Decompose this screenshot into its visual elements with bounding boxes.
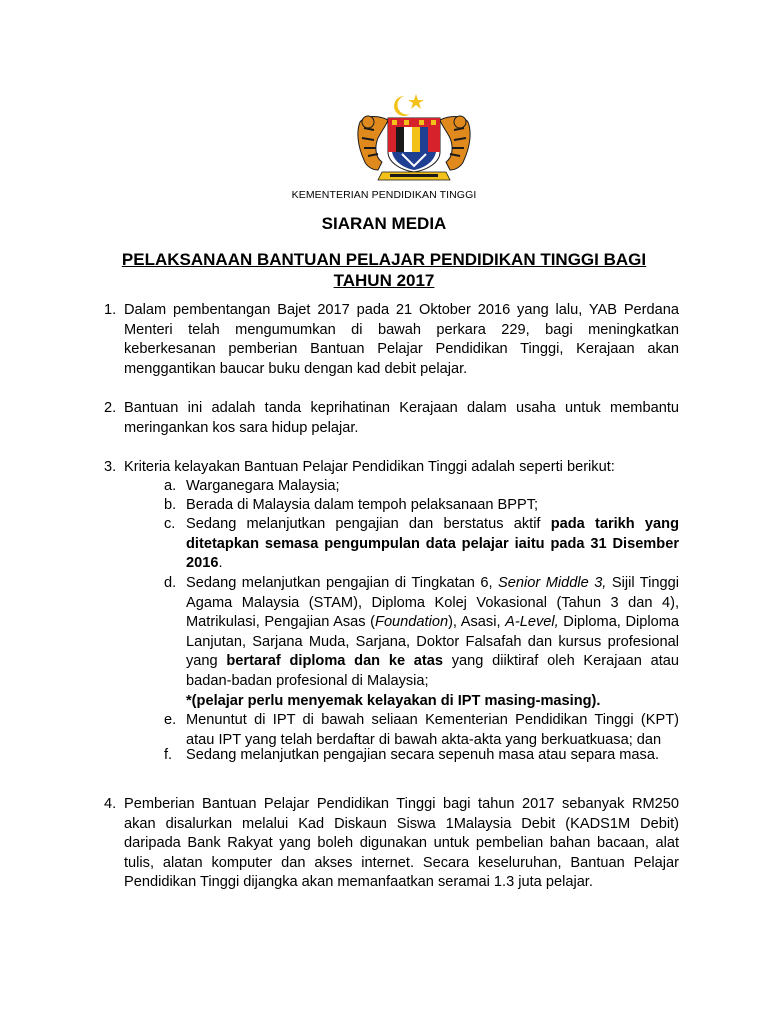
- italic-text: Foundation: [375, 614, 449, 631]
- italic-text: Senior Middle 3,: [498, 575, 607, 591]
- document-title: [110, 249, 658, 291]
- item-letter: a.: [164, 478, 177, 494]
- item-text-part: Diploma, Diploma Lanjutan, Sarjana Muda, Sarjana, Doktor Falsafah dan kursus profesional yang: [186, 614, 679, 670]
- item-text-part: Sedang melanjutkan pengajian dan berstatus aktif: [186, 516, 551, 532]
- highlight-date-text: pada tarikh yang ditetapkan semasa pengumpulan data pelajar iaitu pada 31 Disember 2016: [186, 516, 679, 572]
- criteria-item-b: [164, 496, 679, 516]
- eligibility-note: *(pelajar perlu menyemak kelayakan di IPT masing-masing).: [186, 692, 601, 709]
- paragraph-number: 3.: [104, 459, 117, 475]
- coat-of-arms-logo: [352, 92, 476, 184]
- item-letter: d.: [164, 575, 177, 591]
- title-line-1: PELAKSANAAN BANTUAN PELAJAR PENDIDIKAN TINGGI BAGI: [121, 250, 647, 269]
- item-letter: b.: [164, 497, 177, 513]
- paragraph-text: Pemberian Bantuan Pelajar Pendidikan Tinggi bagi tahun 2017 sebanyak RM250 akan disalurkan melalui Kad Diskaun Siswa 1Malaysia Debit (KADS1M Debit) daripada Bank Rakyat yang boleh digunakan untuk pembelian bahan bacaan, alat tulis, alatan komputer dan akses internet. Secara keseluruhan, Bantuan Pelajar Pendidikan Tinggi dijangka akan memanfaatkan seramai 1.3 juta pelajar.: [124, 796, 679, 891]
- paragraph-number: 4.: [104, 796, 117, 812]
- item-text: [186, 515, 679, 574]
- criteria-item-d: [164, 574, 679, 711]
- item-text-part: yang diiktiraf oleh Kerajaan atau badan-badan profesional di Malaysia;: [186, 653, 679, 689]
- paragraph-text: Dalam pembentangan Bajet 2017 pada 21 Oktober 2016 yang lalu, YAB Perdana Menteri telah mengumumkan di bawah perkara 229, bagi meningkatkan keberkesanan pemberian Bantuan Pelajar Pendidikan Tinggi, Kerajaan akan menggantikan baucar buku dengan kad debit pelajar.: [124, 302, 679, 377]
- criteria-item-e: [164, 711, 679, 750]
- bold-text: bertaraf diploma dan ke atas: [226, 653, 444, 670]
- item-text: Sedang melanjutkan pengajian secara sepenuh masa atau separa masa.: [186, 747, 659, 763]
- criteria-item-f: [164, 746, 679, 766]
- italic-text: A-Level,: [505, 614, 559, 631]
- title-line-2: TAHUN 2017: [333, 271, 435, 290]
- paragraph-text: Bantuan ini adalah tanda keprihatinan Kerajaan dalam usaha untuk membantu meringankan kos sara hidup pelajar.: [124, 400, 679, 436]
- paragraph-4: [104, 795, 679, 893]
- paragraph-number: 2.: [104, 400, 117, 416]
- item-letter: c.: [164, 516, 176, 532]
- ministry-name: KEMENTERIAN PENDIDIKAN TINGGI: [291, 189, 477, 201]
- item-text: Berada di Malaysia dalam tempoh pelaksanaan BPPT;: [186, 497, 539, 513]
- paragraph-2: [104, 399, 679, 438]
- paragraph-3: [104, 458, 679, 478]
- criteria-item-a: [164, 477, 679, 497]
- item-letter: e.: [164, 712, 177, 728]
- item-text-part: ), Asasi,: [448, 614, 506, 631]
- criteria-item-c: [164, 515, 679, 574]
- item-text-part: Sijil Tinggi Agama Malaysia (STAM), Diploma Kolej Vokasional (Tahun 3 dan 4), Matrikulasi, Pengajian Asas (: [186, 575, 679, 631]
- paragraph-1: [104, 301, 679, 379]
- item-text: [186, 574, 679, 692]
- item-text-part: Sedang melanjutkan pengajian di Tingkatan 6,: [186, 575, 499, 591]
- item-text: Menuntut di IPT di bawah seliaan Kementerian Pendidikan Tinggi (KPT) atau IPT yang telah berdaftar di bawah akta-akta yang berkuatkuasa; dan: [186, 712, 679, 748]
- item-text-part: .: [218, 555, 223, 572]
- item-letter: f.: [164, 747, 173, 763]
- paragraph-text: Kriteria kelayakan Bantuan Pelajar Pendidikan Tinggi adalah seperti berikut:: [124, 459, 615, 475]
- paragraph-number: 1.: [104, 302, 117, 318]
- media-release-label: SIARAN MEDIA: [321, 214, 447, 233]
- item-text: Warganegara Malaysia;: [186, 478, 340, 494]
